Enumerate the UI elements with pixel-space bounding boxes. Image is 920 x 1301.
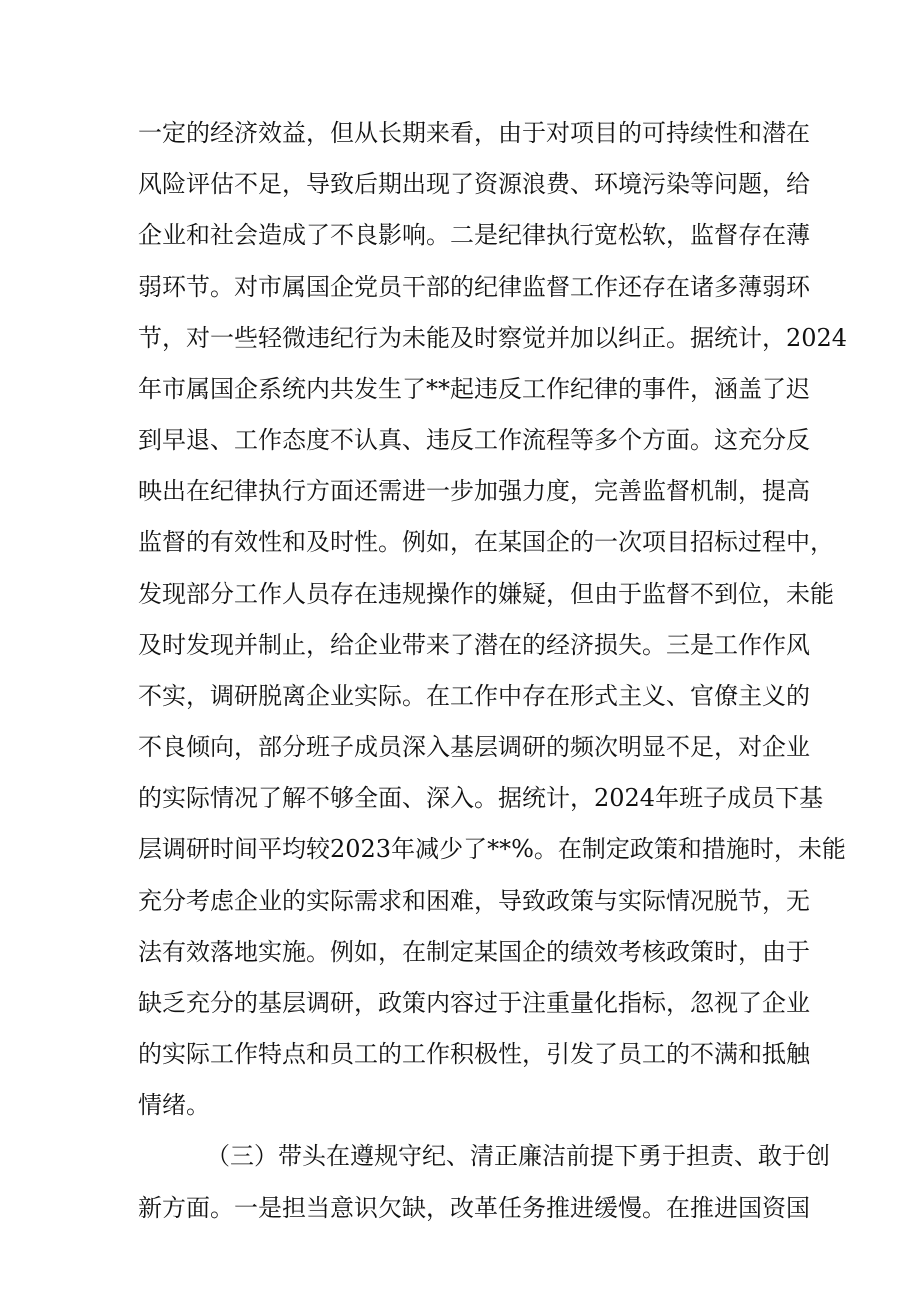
text-line-12: 不实，调研脱离企业实际。在工作中存在形式主义、官僚主义的 bbox=[138, 682, 810, 710]
text-line-8: 映出在纪律执行方面还需进一步加强力度，完善监督机制，提高 bbox=[138, 477, 810, 505]
text-line-7: 到早退、工作态度不认真、违反工作流程等多个方面。这充分反 bbox=[138, 426, 810, 454]
text-line-4: 弱环节。对市属国企党员干部的纪律监督工作还存在诸多薄弱环 bbox=[138, 273, 810, 301]
text-line-13: 不良倾向，部分班子成员深入基层调研的频次明显不足，对企业 bbox=[138, 733, 810, 761]
text-line-2: 风险评估不足，导致后期出现了资源浪费、环境污染等问题，给 bbox=[138, 170, 810, 198]
text-line-18: 缺乏充分的基层调研，政策内容过于注重量化指标，忽视了企业 bbox=[138, 989, 810, 1017]
text-line-19: 的实际工作特点和员工的工作积极性，引发了员工的不满和抵触 bbox=[138, 1040, 810, 1068]
text-line-16: 充分考虑企业的实际需求和困难，导致政策与实际情况脱节，无 bbox=[138, 887, 810, 915]
section-heading-line: （三）带头在遵规守纪、清正廉洁前提下勇于担责、敢于创 bbox=[206, 1142, 830, 1170]
text-line-17: 法有效落地实施。例如，在制定某国企的绩效考核政策时，由于 bbox=[138, 938, 810, 966]
text-line-14: 的实际情况了解不够全面、深入。据统计，2024年班子成员下基 bbox=[138, 784, 824, 812]
text-line-10: 发现部分工作人员存在违规操作的嫌疑，但由于监督不到位，未能 bbox=[138, 580, 834, 608]
text-line-22: 新方面。一是担当意识欠缺，改革任务推进缓慢。在推进国资国 bbox=[138, 1194, 810, 1222]
text-line-11: 及时发现并制止，给企业带来了潜在的经济损失。三是工作作风 bbox=[138, 631, 810, 659]
text-line-15: 层调研时间平均较2023年减少了**%。在制定政策和措施时，未能 bbox=[138, 835, 846, 863]
text-line-9: 监督的有效性和及时性。例如，在某国企的一次项目招标过程中， bbox=[138, 528, 834, 556]
text-line-5: 节，对一些轻微违纪行为未能及时察觉并加以纠正。据统计，2024 bbox=[138, 324, 848, 352]
text-line-6: 年市属国企系统内共发生了**起违反工作纪律的事件，涵盖了迟 bbox=[138, 375, 810, 403]
text-line-1: 一定的经济效益，但从长期来看，由于对项目的可持续性和潜在 bbox=[138, 119, 810, 147]
text-line-3: 企业和社会造成了不良影响。二是纪律执行宽松软，监督存在薄 bbox=[138, 221, 810, 249]
text-line-20: 情绪。 bbox=[138, 1091, 210, 1119]
